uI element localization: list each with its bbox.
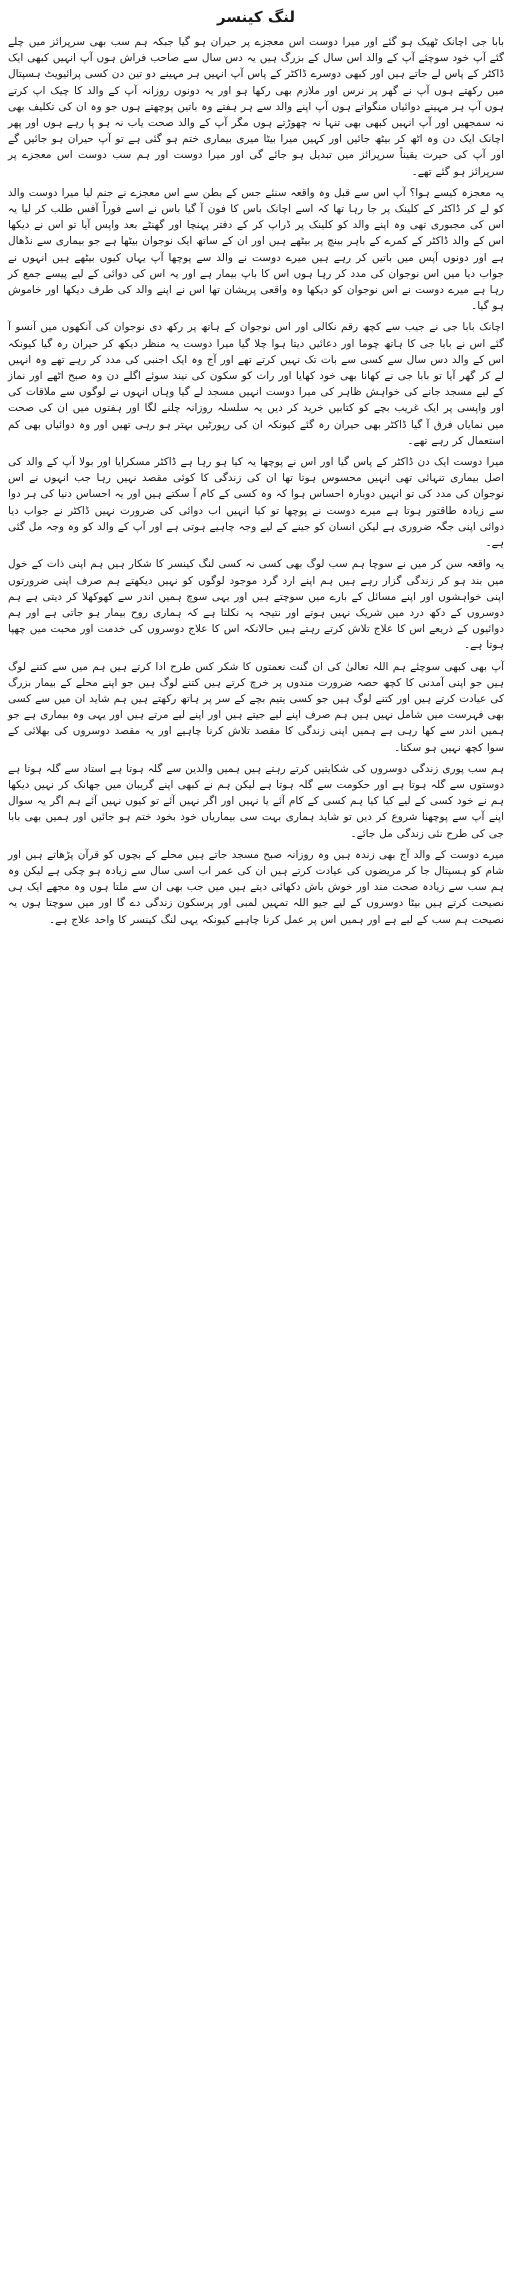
article-paragraph: اچانک بابا جی نے جیب سے کچھ رقم نکالی اور اس نوجوان کے ہاتھ پر رکھ دی نوجوان کی آنکھوں میں آنسو آ گئے اس نے بابا جی کا ہاتھ چوما اور دعائیں دیتا ہوا چلا گیا میرا دوست یہ منظر دیکھ کر حیران رہ گیا کیونکہ اس کے والد دس سال سے کسی سے بات تک نہیں کرتے تھے اور آج وہ ایک اجنبی کی مدد کر رہے تھے وہ انہیں لے کر گھر آیا تو بابا جی نے کھانا بھی خود کھایا اور رات کو سکون کی نیند سوئے اگلے دن وہ صبح اٹھے اور نماز کے لیے مسجد جانے کی خواہش ظاہر کی میرا دوست انہیں مسجد لے گیا وہاں انہوں نے لوگوں سے ملاقات کی اور واپسی پر ایک غریب بچے کو کتابیں خرید کر دیں یہ سلسلہ روزانہ چلنے لگا اور ہفتوں میں ان کی صحت میں نمایاں فرق آ گیا ڈاکٹر بھی حیران رہ گئے کیونکہ ان کی رپورٹیں بہتر ہو رہی تھیں اور وہ دوائیاں بھی کم استعمال کر رہے تھے۔ [8, 321, 504, 447]
article-paragraph: میرا دوست ایک دن ڈاکٹر کے پاس گیا اور اس نے پوچھا یہ کیا ہو رہا ہے ڈاکٹر مسکرایا اور بولا آپ کے والد کی اصل بیماری تنہائی تھی انہیں محسوس ہوتا تھا ان کی زندگی کا کوئی مقصد نہیں رہا جب انہوں نے اس نوجوان کی مدد کی تو انہیں دوبارہ احساس ہوا کہ وہ کسی کے کام آ سکتے ہیں اور یہ احساس دنیا کی ہر دوا سے زیادہ طاقتور ہوتا ہے میرے دوست نے پوچھا تو کیا انہیں اب دوائی کی ضرورت نہیں ڈاکٹر نے جواب دیا دوائی اپنی جگہ ضروری ہے لیکن انسان کو جینے کے لیے وجہ چاہیے ہوتی ہے اور آپ کے والد کو وہ وجہ مل گئی ہے۔ [8, 456, 504, 550]
article-paragraph: آپ بھی کبھی سوچئے ہم اللہ تعالیٰ کی ان گنت نعمتوں کا شکر کس طرح ادا کرتے ہیں ہم میں سے کتنے لوگ ہیں جو اپنی آمدنی کا کچھ حصہ ضرورت مندوں پر خرچ کرتے ہیں کتنے لوگ ہیں جو اپنے محلے کے بیمار بزرگ کی عیادت کرتے ہیں اور کتنے لوگ ہیں جو کسی یتیم بچے کے سر پر ہاتھ رکھتے ہیں ہم شاید ان میں سے کسی بھی فہرست میں شامل نہیں ہیں ہم صرف اپنے لیے جیتے ہیں اور اپنے لیے مرتے ہیں اور یہی وہ بیماری ہے جو ہمیں اندر سے کھا رہی ہے ہمیں اپنی زندگی کا مقصد تلاش کرنا چاہیے اور یہ مقصد دوسروں کی بھلائی کے سوا کچھ نہیں ہو سکتا۔ [8, 660, 504, 754]
article-paragraph: یہ معجزہ کیسے ہوا؟ آپ اس سے قبل وہ واقعہ سنئے جس کے بطن سے اس معجزے نے جنم لیا میرا دوست والد کو لے کر ڈاکٹر کے کلینک پر جا رہا تھا کہ اسے اچانک باس کا فون آ گیا باس نے اسے فوراً آفس طلب کر لیا یہ اس کی مجبوری تھی وہ اپنے والد کو کلینک پر ڈراپ کر کے دفتر پہنچا اور گھنٹے بعد واپس آیا تو اس نے دیکھا اس کے والد ڈاکٹر کے کمرے کے باہر بینچ پر بیٹھے ہیں اور ان کے ساتھ ایک نوجوان بیٹھا ہے جو بیماری سے نڈھال ہے اور دونوں آپس میں باتیں کر رہے ہیں میرے دوست نے والد سے پوچھا آپ یہاں کیوں بیٹھے ہیں انہوں نے جواب دیا میں اس نوجوان کی مدد کر رہا ہوں اس کا باپ بیمار ہے اور یہ اس کی دوائی کے لیے پیسے جمع کر رہا ہے میرے دوست نے اس نوجوان کو دیکھا وہ واقعی پریشان تھا اس نے اپنے والد کی طرف دیکھا اور خاموش ہو گیا۔ [8, 186, 504, 313]
article-paragraph: میرے دوست کے والد آج بھی زندہ ہیں وہ روزانہ صبح مسجد جاتے ہیں محلے کے بچوں کو قرآن پڑھاتے ہیں اور شام کو ہسپتال جا کر مریضوں کی عیادت کرتے ہیں ان کی عمر اب اسی سال سے زیادہ ہو چکی ہے لیکن وہ ہم سب سے زیادہ صحت مند اور خوش باش دکھائی دیتے ہیں میں جب بھی ان سے ملتا ہوں وہ مجھے ایک ہی نصیحت کرتے ہیں بیٹا دوسروں کے لیے جیو اللہ تمہیں لمبی اور پرسکون زندگی دے گا اور میں سوچتا ہوں یہ نصیحت ہم سب کے لیے ہے اور ہمیں اس پر عمل کرنا چاہیے کیونکہ یہی لنگ کینسر کا واحد علاج ہے۔ [8, 848, 504, 926]
article-title: لنگ کینسر [217, 8, 295, 26]
article-paragraph: بابا جی اچانک ٹھیک ہو گئے اور میرا دوست اس معجزے پر حیران ہو گیا جبکہ ہم سب بھی سرپرائز میں چلے گئے آپ خود سوچئے آپ کے والد اس سال کے بزرگ ہیں یہ دس سال سے صاحب فراش ہوں آپ انہیں کبھی ایک ڈاکٹر کے پاس لے جاتے ہیں اور کبھی دوسرے ڈاکٹر کے پاس آپ انہیں ہر مہینے دو تین دن کسی پرائیویٹ ہسپتال میں رکھتے ہوں آپ نے گھر پر نرس اور ملازم بھی رکھا ہو اور یہ دونوں روزانہ آپ کے والد کا چیک اپ کرتے ہوں آپ ہر مہینے دوائیاں منگواتے ہوں آپ اپنے والد سے ہر ہفتے وہ باتیں پوچھتے ہوں جو وہ ان کی تکلیف بھی نہ سمجھیں اور آپ انہیں کبھی بھی تنہا نہ چھوڑتے ہوں مگر آپ کے والد صحت یاب نہ ہو پا رہے ہوں اور پھر اچانک ایک دن وہ اٹھ کر بیٹھ جائیں اور کہیں میرا بیٹا میری بیماری ختم ہو گئی ہے تو آپ حیران ہو جائیں گے اور آپ کی حیرت یقیناً سرپرائز میں تبدیل ہو جائے گی اور میرا دوست اور ہم سب دوست اس معجزے پر سرپرائز ہو گئے تھے۔ [7, 36, 504, 178]
article-paragraph: ہم سب پوری زندگی دوسروں کی شکایتیں کرتے رہتے ہیں ہمیں والدین سے گلہ ہوتا ہے استاد سے گلہ ہوتا ہے دوستوں سے گلہ ہوتا ہے اور حکومت سے گلہ ہوتا ہے لیکن ہم نے کبھی اپنے گریبان میں جھانک کر نہیں دیکھا ہم نے خود کسی کے لیے کیا کیا ہم کسی کے کام آئے یا نہیں اور اگر نہیں آئے تو کیوں نہیں آئے ہم اگر یہ سوال اپنے آپ سے پوچھنا شروع کر دیں تو شاید ہماری بہت سی بیماریاں خود بخود ختم ہو جائیں اور ہمیں بھی بابا جی کی طرح نئی زندگی مل جائے۔ [8, 762, 504, 840]
article-paragraph: یہ واقعہ سن کر میں نے سوچا ہم سب لوگ بھی کسی نہ کسی لنگ کینسر کا شکار ہیں ہم اپنی ذات کے خول میں بند ہو کر زندگی گزار رہے ہیں ہم اپنے ارد گرد موجود لوگوں کو نہیں دیکھتے ہم صرف اپنی ضرورتوں اپنی خواہشوں اور اپنے مسائل کے بارے میں سوچتے ہیں اور یہی سوچ ہمیں اندر سے کھوکھلا کر دیتی ہے ہم دوسروں کے دکھ درد میں شریک نہیں ہوتے اور نتیجہ یہ نکلتا ہے کہ ہماری روح بیمار ہو جاتی ہے اور ہم دوائیوں کے ذریعے اس کا علاج تلاش کرتے رہتے ہیں حالانکہ اس کا علاج دوسروں کی خدمت اور محبت میں چھپا ہوتا ہے۔ [8, 558, 504, 652]
